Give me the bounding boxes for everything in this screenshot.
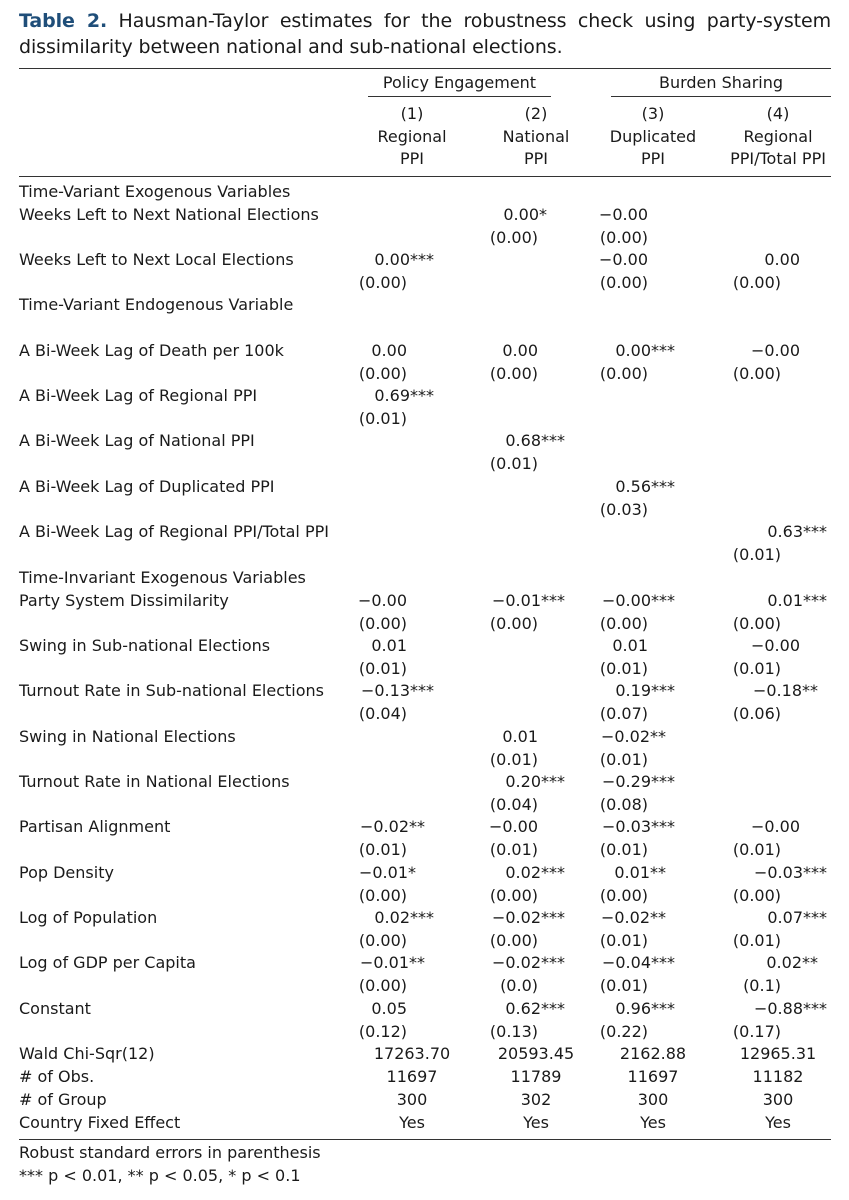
- coefficient-cell: 0.02***: [374, 908, 434, 927]
- row-label: Party System Dissimilarity: [19, 591, 229, 610]
- row-label: Pop Density: [19, 863, 114, 882]
- row-label: Turnout Rate in National Elections: [19, 772, 290, 791]
- std-error-cell: (0.00): [599, 273, 648, 292]
- row-label: A Bi-Week Lag of Regional PPI/Total PPI: [19, 522, 329, 541]
- coefficient-cell: 0.01: [612, 636, 648, 655]
- coefficient-cell: 0.00: [764, 250, 800, 269]
- std-error-cell: (0.07): [599, 704, 648, 723]
- column-number: (3): [641, 104, 665, 123]
- stat-value: 11789: [510, 1067, 562, 1086]
- column-number: (1): [400, 104, 424, 123]
- std-error-cell: (0.06): [732, 704, 781, 723]
- std-error-cell: (0.04): [358, 704, 407, 723]
- stat-value: 300: [396, 1090, 428, 1109]
- coefficient-cell: −0.02***: [491, 953, 565, 972]
- std-error-cell: (0.17): [732, 1022, 781, 1041]
- top-rule: [19, 68, 831, 69]
- std-error-cell: (0.00): [358, 886, 407, 905]
- coefficient-cell: −0.03***: [601, 817, 675, 836]
- std-error-cell: (0.22): [599, 1022, 648, 1041]
- row-label: Log of Population: [19, 908, 158, 927]
- std-error-cell: (0.00): [599, 228, 648, 247]
- std-error-cell: (0.13): [489, 1022, 538, 1041]
- std-error-cell: (0.01): [489, 840, 538, 859]
- std-error-cell: (0.01): [599, 750, 648, 769]
- coefficient-cell: 0.00*: [503, 205, 547, 224]
- std-error-cell: (0.00): [358, 976, 407, 995]
- column-title: Regional: [377, 126, 447, 146]
- coefficient-cell: 0.02***: [505, 863, 565, 882]
- coefficient-cell: −0.00: [357, 591, 407, 610]
- std-error-cell: (0.01): [489, 454, 538, 473]
- std-error-cell: (0.01): [732, 840, 781, 859]
- coefficient-cell: 0.01***: [767, 591, 827, 610]
- coefficient-cell: 0.00: [371, 341, 407, 360]
- row-label: Turnout Rate in Sub-national Elections: [19, 681, 324, 700]
- coefficient-cell: 0.02**: [766, 953, 818, 972]
- coefficient-cell: 0.96***: [615, 999, 675, 1018]
- bottom-rule: [19, 1139, 831, 1140]
- coefficient-cell: −0.01*: [358, 863, 416, 882]
- coefficient-cell: 0.69***: [374, 386, 434, 405]
- std-error-cell: (0.0): [500, 976, 538, 995]
- coefficient-cell: −0.00: [598, 205, 648, 224]
- stat-value: 17263.70: [373, 1044, 451, 1063]
- coefficient-cell: 0.00***: [374, 250, 434, 269]
- coefficient-cell: −0.18**: [752, 681, 818, 700]
- column-subtitle: PPI: [640, 149, 665, 168]
- coefficient-cell: −0.00***: [601, 591, 675, 610]
- row-label: Swing in National Elections: [19, 727, 236, 746]
- coefficient-cell: 0.05: [371, 999, 407, 1018]
- coefficient-cell: −0.13***: [360, 681, 434, 700]
- coefficient-cell: −0.02***: [491, 908, 565, 927]
- coefficient-cell: 0.68***: [505, 431, 565, 450]
- coefficient-cell: −0.01***: [491, 591, 565, 610]
- row-label: Partisan Alignment: [19, 817, 171, 836]
- std-error-cell: (0.04): [489, 795, 538, 814]
- coefficient-cell: −0.88***: [753, 999, 827, 1018]
- row-label: A Bi-Week Lag of Death per 100k: [19, 341, 284, 360]
- stat-value: Yes: [523, 1113, 549, 1132]
- coefficient-cell: 0.00***: [615, 341, 675, 360]
- std-error-cell: (0.01): [599, 976, 648, 995]
- row-label: A Bi-Week Lag of Regional PPI: [19, 386, 258, 405]
- stat-value: 2162.88: [619, 1044, 687, 1063]
- table-note: Robust standard errors in parenthesis: [19, 1143, 321, 1162]
- coefficient-cell: 0.01: [502, 727, 538, 746]
- std-error-cell: (0.00): [358, 614, 407, 633]
- row-label: A Bi-Week Lag of National PPI: [19, 431, 255, 450]
- row-label: Swing in Sub-national Elections: [19, 636, 271, 655]
- stat-value: 11697: [627, 1067, 679, 1086]
- column-subtitle: PPI: [399, 149, 424, 168]
- std-error-cell: (0.00): [358, 931, 407, 950]
- row-label: A Bi-Week Lag of Duplicated PPI: [19, 477, 275, 496]
- stat-label: Wald Chi-Sqr(12): [19, 1044, 155, 1063]
- column-title: Duplicated: [609, 126, 697, 146]
- column-title: National: [502, 126, 570, 146]
- stat-label: # of Obs.: [19, 1067, 95, 1086]
- std-error-cell: (0.00): [599, 364, 648, 383]
- section-label: Time-Invariant Exogenous Variables: [19, 568, 306, 587]
- coefficient-cell: −0.02**: [600, 727, 666, 746]
- std-error-cell: (0.01): [489, 750, 538, 769]
- std-error-cell: (0.01): [732, 545, 781, 564]
- std-error-cell: (0.00): [358, 364, 407, 383]
- header-rule: [19, 176, 831, 177]
- stat-value: 11182: [752, 1067, 804, 1086]
- std-error-cell: (0.01): [358, 409, 407, 428]
- coefficient-cell: −0.02**: [600, 908, 666, 927]
- stat-label: Country Fixed Effect: [19, 1113, 181, 1132]
- column-number: (2): [524, 104, 548, 123]
- column-header: [678, 103, 849, 171]
- coefficient-cell: 0.01**: [614, 863, 666, 882]
- coefficient-cell: −0.03***: [753, 863, 827, 882]
- std-error-cell: (0.00): [489, 614, 538, 633]
- stat-value: 300: [762, 1090, 794, 1109]
- coefficient-cell: 0.07***: [767, 908, 827, 927]
- coefficient-cell: 0.62***: [505, 999, 565, 1018]
- column-subtitle: PPI/Total PPI: [730, 149, 826, 168]
- group-header: Policy Engagement: [382, 73, 537, 92]
- stat-label: # of Group: [19, 1090, 107, 1109]
- coefficient-cell: −0.00: [488, 817, 538, 836]
- coefficient-cell: −0.02**: [359, 817, 425, 836]
- std-error-cell: (0.01): [732, 931, 781, 950]
- coefficient-cell: 0.63***: [767, 522, 827, 541]
- coefficient-cell: 0.00: [502, 341, 538, 360]
- stat-value: 20593.45: [497, 1044, 575, 1063]
- std-error-cell: (0.00): [732, 614, 781, 633]
- std-error-cell: (0.00): [599, 614, 648, 633]
- std-error-cell: (0.00): [732, 886, 781, 905]
- std-error-cell: (0.01): [599, 659, 648, 678]
- stat-value: 300: [637, 1090, 669, 1109]
- std-error-cell: (0.1): [743, 976, 781, 995]
- column-title: Regional: [743, 126, 813, 146]
- std-error-cell: (0.00): [489, 931, 538, 950]
- std-error-cell: (0.01): [599, 931, 648, 950]
- section-label: Time-Variant Endogenous Variable: [19, 295, 294, 314]
- row-label: Weeks Left to Next National Elections: [19, 205, 319, 224]
- coefficient-cell: −0.00: [750, 636, 800, 655]
- stat-value: Yes: [399, 1113, 425, 1132]
- stat-value: 302: [520, 1090, 552, 1109]
- std-error-cell: (0.01): [358, 659, 407, 678]
- std-error-cell: (0.01): [358, 840, 407, 859]
- std-error-cell: (0.00): [489, 886, 538, 905]
- table-label: Table 2.: [19, 10, 108, 32]
- coefficient-cell: −0.29***: [601, 772, 675, 791]
- std-error-cell: (0.00): [732, 364, 781, 383]
- std-error-cell: (0.00): [599, 886, 648, 905]
- std-error-cell: (0.01): [599, 840, 648, 859]
- std-error-cell: (0.00): [732, 273, 781, 292]
- group-rule-burden: [611, 96, 831, 97]
- std-error-cell: (0.08): [599, 795, 648, 814]
- coefficient-cell: −0.00: [750, 817, 800, 836]
- coefficient-cell: −0.00: [598, 250, 648, 269]
- coefficient-cell: 0.20***: [505, 772, 565, 791]
- stat-value: 12965.31: [739, 1044, 817, 1063]
- std-error-cell: (0.12): [358, 1022, 407, 1041]
- std-error-cell: (0.00): [358, 273, 407, 292]
- group-rule-policy: [368, 96, 551, 97]
- std-error-cell: (0.03): [599, 500, 648, 519]
- std-error-cell: (0.00): [489, 228, 538, 247]
- table-title: Hausman-Taylor estimates for the robustness check using party-system dissimilarity between national and sub-national elections.: [19, 10, 831, 58]
- coefficient-cell: −0.04***: [601, 953, 675, 972]
- coefficient-cell: 0.19***: [615, 681, 675, 700]
- column-number: (4): [766, 104, 790, 123]
- row-label: Constant: [19, 999, 91, 1018]
- stat-value: Yes: [640, 1113, 666, 1132]
- coefficient-cell: −0.01**: [359, 953, 425, 972]
- row-label: Log of GDP per Capita: [19, 953, 196, 972]
- coefficient-cell: 0.01: [371, 636, 407, 655]
- table-caption: [19, 8, 831, 60]
- group-header: Burden Sharing: [658, 73, 784, 92]
- section-label: Time-Variant Exogenous Variables: [19, 182, 291, 201]
- coefficient-cell: −0.00: [750, 341, 800, 360]
- column-subtitle: PPI: [523, 149, 548, 168]
- row-label: Weeks Left to Next Local Elections: [19, 250, 294, 269]
- std-error-cell: (0.00): [489, 364, 538, 383]
- std-error-cell: (0.01): [732, 659, 781, 678]
- coefficient-cell: 0.56***: [615, 477, 675, 496]
- significance-note: *** p < 0.01, ** p < 0.05, * p < 0.1: [19, 1166, 301, 1185]
- stat-value: 11697: [386, 1067, 438, 1086]
- stat-value: Yes: [765, 1113, 791, 1132]
